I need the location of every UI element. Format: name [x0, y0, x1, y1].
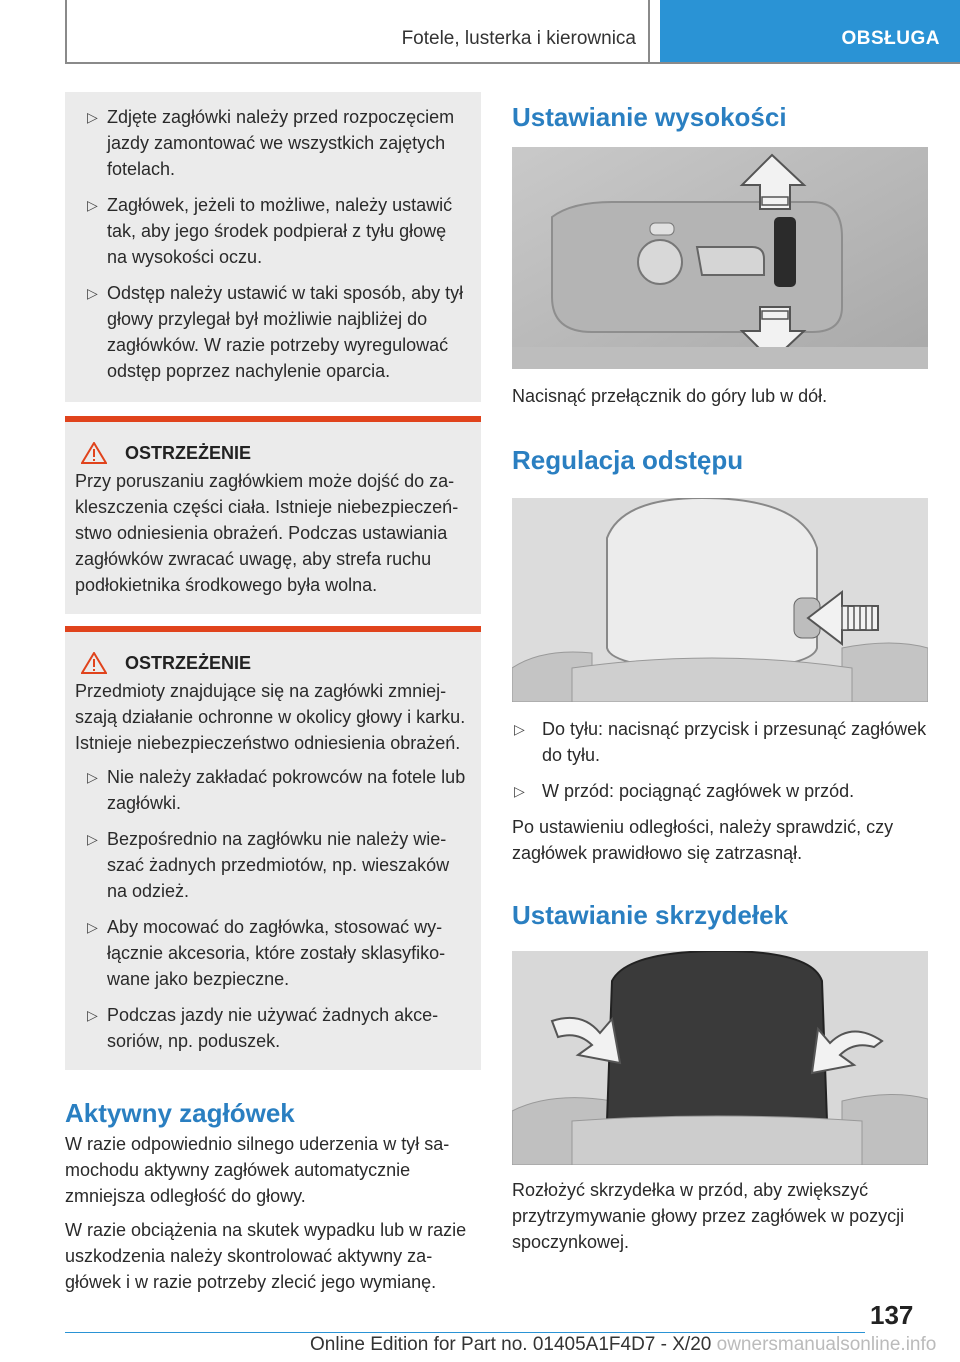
warning-triangle-icon — [81, 652, 107, 674]
footer-text — [310, 1334, 936, 1356]
triangle-bullet-icon: ▷ — [87, 769, 98, 785]
warning-heading: OSTRZEŻENIE — [75, 442, 471, 464]
warning-text: Przy poruszaniu zagłówkiem może dojść do zakleszczenia części ciała. Istnieje niebezpieczeństwo odniesienia obrażeń. Podczas ustawiania zagłówków zwracać uwagę, aby strefa ruchu podłokietnika środkowego była wolna. — [75, 471, 459, 595]
warning-triangle-icon — [81, 442, 107, 464]
triangle-bullet-icon: ▷ — [87, 1007, 98, 1023]
distance-paragraph: Po ustawieniu odległości, należy sprawdzić, czy zagłówek prawidłowo się zatrzasnął. — [512, 817, 894, 863]
right-column — [512, 92, 928, 1255]
headrest-tips-list — [75, 104, 471, 384]
list-item: ▷ Podczas jazdy nie używać żadnych akcesoriów, np. poduszek. — [75, 1002, 471, 1054]
triangle-bullet-icon: ▷ — [514, 721, 525, 737]
list-item: ▷ W przód: pociągnąć zagłówek w przód. — [512, 778, 928, 804]
wings-caption: Rozłożyć skrzydełka w przód, aby zwiększyć przytrzymywanie głowy przez zagłówek w pozycji spoczynkowej. — [512, 1180, 905, 1252]
left-column — [65, 92, 481, 1303]
distance-heading: Regulacja odstępu — [512, 445, 744, 475]
triangle-bullet-icon: ▷ — [514, 783, 525, 799]
seat-switch-illustration — [512, 147, 928, 369]
triangle-bullet-icon: ▷ — [87, 831, 98, 847]
distance-steps-list — [512, 716, 928, 804]
list-item: ▷ Nie należy zakładać pokrowców na fotele lub zagłówki. — [75, 764, 471, 816]
active-paragraph-2: W razie obciążenia na skutek wypadku lub w razie uszkodzenia należy skontrolować aktywny zagłówek i w razie potrzeby zlecić jego wymianę. — [65, 1220, 467, 1292]
wings-heading: Ustawianie skrzydełek — [512, 900, 789, 930]
section-label[interactable]: OBSŁUGA — [841, 28, 940, 49]
list-item: ▷ Aby mocować do zagłówka, stosować wyłącznie akcesoria, które zostały sklasyfikowane jako bezpieczne. — [75, 914, 471, 992]
headrest-wings-photo — [512, 951, 928, 1165]
list-item: ▷ Zdjęte zagłówki należy przed rozpoczęciem jazdy zamontować we wszystkich zajętych fotelach. — [75, 104, 471, 182]
headrest-distance-photo — [512, 498, 928, 702]
triangle-bullet-icon: ▷ — [87, 197, 98, 213]
seat-switch-photo — [512, 147, 928, 369]
brand-watermark[interactable]: ownersmanualsonline.info — [716, 1334, 937, 1355]
warning-text: Przedmioty znajdujące się na zagłówki zmniejszają działanie ochronne w okolicy głowy i karku. Istnieje niebezpieczeństwo odniesienia obrażeń. — [75, 681, 466, 753]
page-number: 137 — [870, 1300, 914, 1330]
list-item: ▷ Odstęp należy ustawić w taki sposób, aby tył głowy przylegał był możliwie najbliżej do zagłówków. W razie potrzeby wyregulować odstęp poprzez nachylenie oparcia. — [75, 280, 471, 384]
triangle-bullet-icon: ▷ — [87, 285, 98, 301]
height-heading: Ustawianie wysokości — [512, 102, 787, 132]
triangle-bullet-icon: ▷ — [87, 919, 98, 935]
list-item: ▷ Zagłówek, jeżeli to możliwe, należy ustawić tak, aby jego środek podpierał z tyłu głowę na wysokości oczu. — [75, 192, 471, 270]
chapter-title: Fotele, lusterka i kierownica — [401, 28, 636, 49]
warning-heading: OSTRZEŻENIE — [75, 652, 471, 674]
triangle-bullet-icon: ▷ — [87, 109, 98, 125]
header-left-rule — [65, 0, 67, 64]
footer-rule — [65, 1332, 865, 1333]
active-paragraph-1: W razie odpowiednio silnego uderzenia w tył samochodu aktywny zagłówek automatycznie zmniejsza odległość do głowy. — [65, 1134, 450, 1206]
warning-list — [75, 764, 471, 1054]
headrest-distance-illustration — [512, 498, 928, 702]
header-separator — [648, 0, 650, 64]
edition-text: Online Edition for Part no. 01405A1F4D7 - X/20 — [310, 1334, 712, 1355]
header-rule — [65, 62, 960, 64]
warning-box-pinching — [65, 416, 481, 614]
height-caption: Nacisnąć przełącznik do góry lub w dół. — [512, 386, 828, 406]
warning-box-objects — [65, 626, 481, 1070]
list-item: ▷ Bezpośrednio na zagłówku nie należy wieszać żadnych przedmiotów, np. wieszaków na odzież. — [75, 826, 471, 904]
active-headrest-heading: Aktywny zagłówek — [65, 1098, 295, 1128]
list-item: ▷ Do tyłu: nacisnąć przycisk i przesunąć zagłówek do tyłu. — [512, 716, 928, 768]
headrest-wings-illustration — [512, 951, 928, 1165]
info-box — [65, 92, 481, 402]
